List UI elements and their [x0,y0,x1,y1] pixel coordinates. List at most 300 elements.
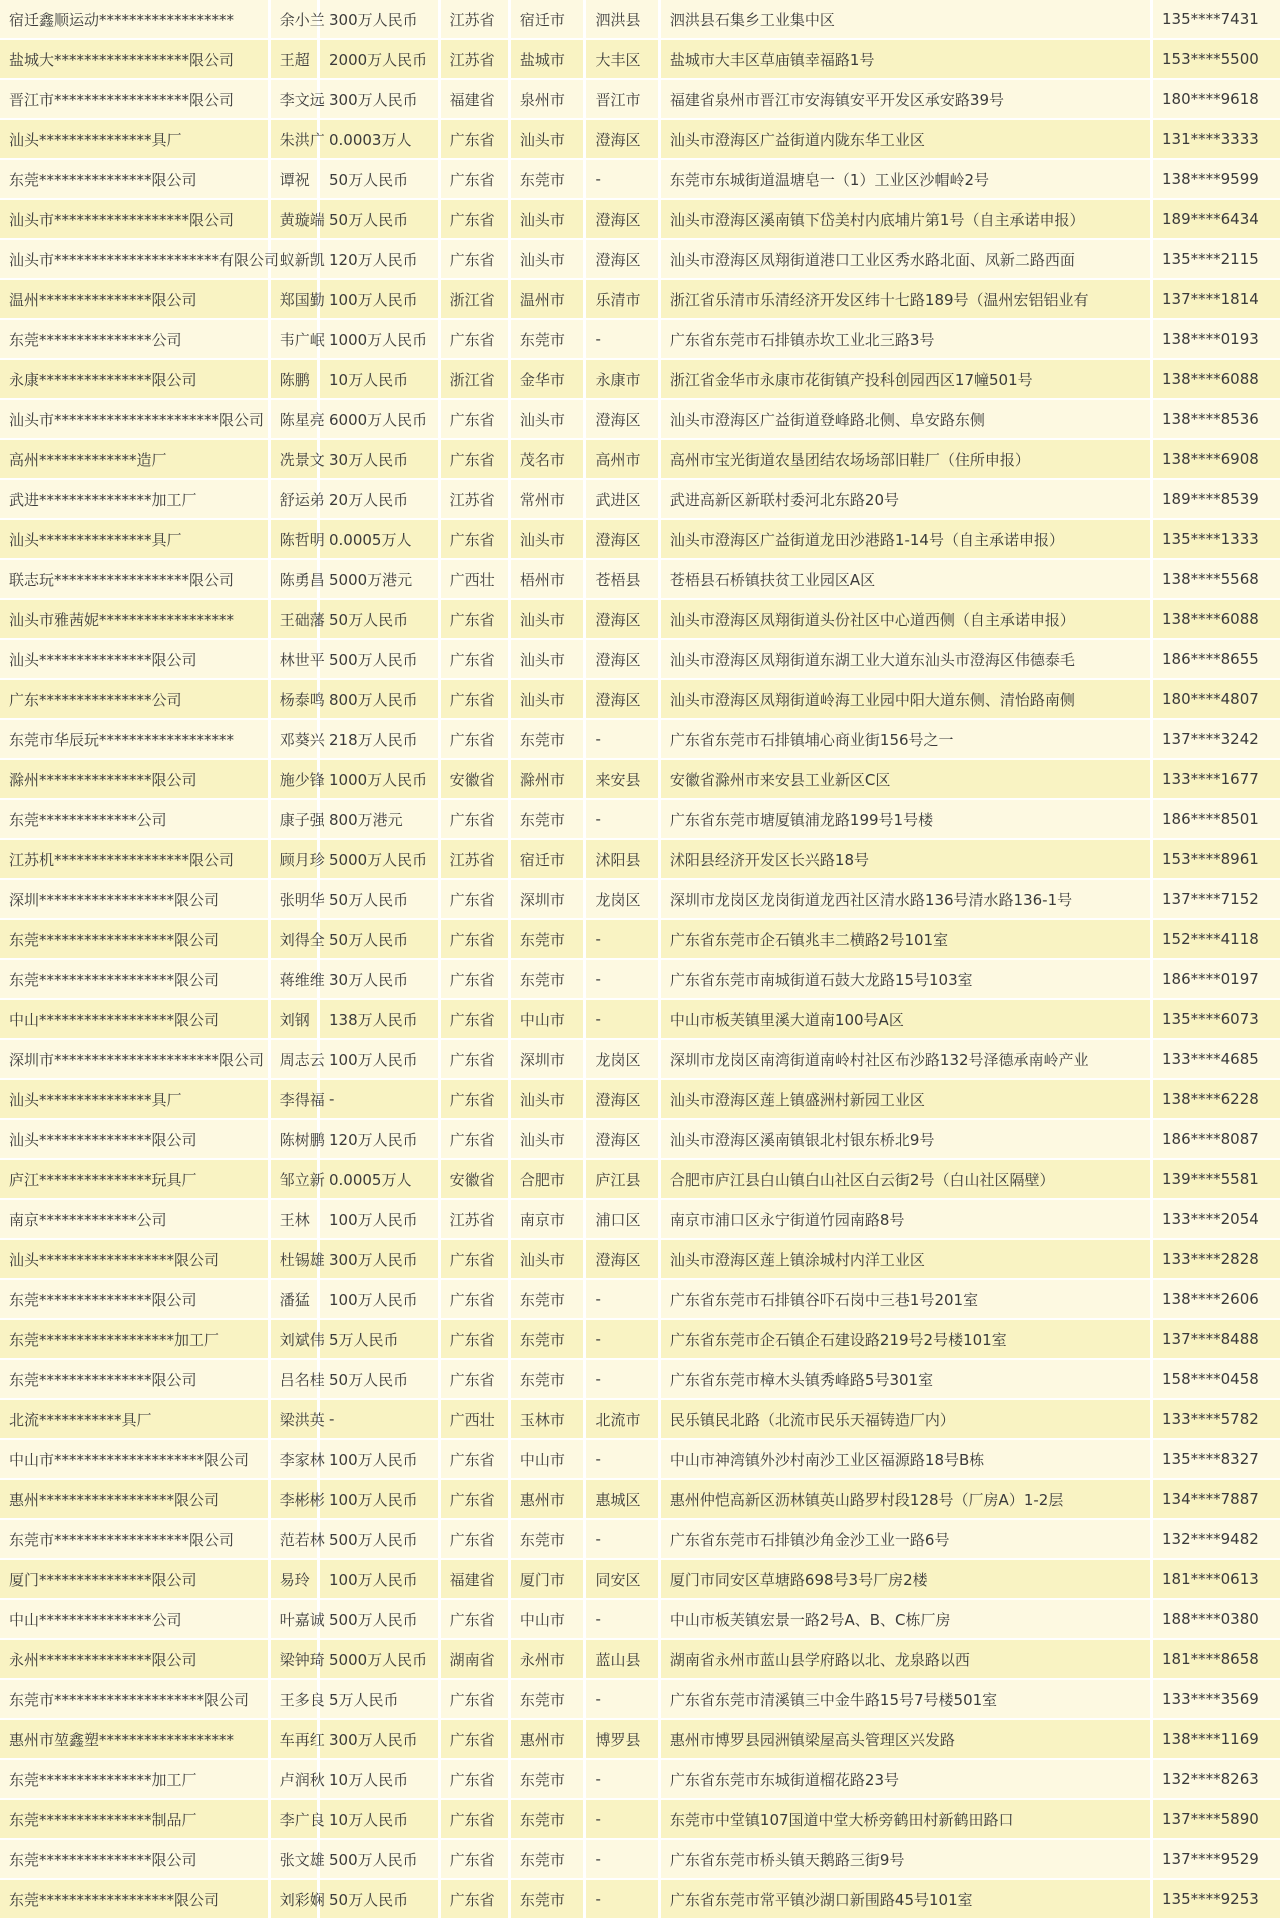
city-cell: 滁州市 [511,760,587,800]
province-cell: 广东省 [441,960,511,1000]
address-cell: 中山市神湾镇外沙村南沙工业区福源路18号B栋 [661,1440,1153,1480]
registered-capital-cell: 10万人民币 [320,1800,441,1840]
city-cell: 汕头市 [511,640,587,680]
company-name-cell: 汕头***************具厂 [0,1080,271,1120]
district-cell: 惠城区 [586,1480,660,1520]
table-row [0,1160,1280,1200]
table-row [0,440,1280,480]
registered-capital-cell: 500万人民币 [320,1840,441,1880]
district-cell: - [586,1600,660,1640]
address-cell: 汕头市澄海区凤翔街道港口工业区秀水路北面、凤新二路西面 [661,240,1153,280]
district-cell: 澄海区 [586,120,660,160]
phone-cell: 137****7152 [1153,880,1280,920]
legal-person-cell: 韦广岷 [271,320,320,360]
company-name-cell: 北流***********具厂 [0,1400,271,1440]
city-cell: 惠州市 [511,1480,587,1520]
province-cell: 广东省 [441,1440,511,1480]
legal-person-cell: 刘彩娴 [271,1880,320,1920]
company-name-cell: 汕头市雅茜妮****************** [0,600,271,640]
address-cell: 广东省东莞市石排镇埔心商业街156号之一 [661,720,1153,760]
province-cell: 广东省 [441,120,511,160]
table-row [0,1760,1280,1800]
phone-cell: 186****8087 [1153,1120,1280,1160]
address-cell: 盐城市大丰区草庙镇幸福路1号 [661,40,1153,80]
legal-person-cell: 范若林 [271,1520,320,1560]
address-cell: 广东省东莞市清溪镇三中金牛路15号7号楼501室 [661,1680,1153,1720]
company-name-cell: 盐城大******************限公司 [0,40,271,80]
company-name-cell: 东莞***************限公司 [0,1840,271,1880]
company-name-cell: 宿迁鑫顺运动****************** [0,0,271,40]
address-cell: 苍梧县石桥镇扶贫工业园区A区 [661,560,1153,600]
address-cell: 惠州仲恺高新区沥林镇英山路罗村段128号（厂房A）1-2层 [661,1480,1153,1520]
table-row [0,160,1280,200]
registered-capital-cell: 2000万人民币 [320,40,441,80]
phone-cell: 181****8658 [1153,1640,1280,1680]
province-cell: 广东省 [441,1480,511,1520]
district-cell: 澄海区 [586,520,660,560]
address-cell: 汕头市澄海区广益街道内陇东华工业区 [661,120,1153,160]
company-name-cell: 汕头市**********************限公司 [0,400,271,440]
registered-capital-cell: 50万人民币 [320,600,441,640]
legal-person-cell: 王多良 [271,1680,320,1720]
table-row [0,1200,1280,1240]
registered-capital-cell: 0.0005万人 [320,1160,441,1200]
phone-cell: 152****4118 [1153,920,1280,960]
address-cell: 汕头市澄海区凤翔街道头份社区中心道西侧（自主承诺申报） [661,600,1153,640]
province-cell: 广东省 [441,1280,511,1320]
company-name-cell: 武进***************加工厂 [0,480,271,520]
city-cell: 汕头市 [511,240,587,280]
legal-person-cell: 卢润秋 [271,1760,320,1800]
company-name-cell: 庐江***************玩具厂 [0,1160,271,1200]
province-cell: 福建省 [441,80,511,120]
district-cell: 澄海区 [586,240,660,280]
legal-person-cell: 舒运弟 [271,480,320,520]
province-cell: 广东省 [441,1040,511,1080]
registered-capital-cell: 1000万人民币 [320,320,441,360]
province-cell: 广东省 [441,400,511,440]
city-cell: 宿迁市 [511,840,587,880]
legal-person-cell: 冼景文 [271,440,320,480]
company-name-cell: 温州***************限公司 [0,280,271,320]
registered-capital-cell: - [320,1400,441,1440]
registered-capital-cell: 5000万人民币 [320,1640,441,1680]
address-cell: 广东省东莞市企石镇企石建设路219号2号楼101室 [661,1320,1153,1360]
address-cell: 厦门市同安区草塘路698号3号厂房2楼 [661,1560,1153,1600]
district-cell: 澄海区 [586,400,660,440]
company-name-cell: 永康***************限公司 [0,360,271,400]
company-name-cell: 汕头***************具厂 [0,120,271,160]
city-cell: 汕头市 [511,1120,587,1160]
district-cell: 苍梧县 [586,560,660,600]
province-cell: 广东省 [441,1840,511,1880]
city-cell: 玉林市 [511,1400,587,1440]
phone-cell: 138****2606 [1153,1280,1280,1320]
address-cell: 汕头市澄海区莲上镇涂城村内洋工业区 [661,1240,1153,1280]
address-cell: 广东省东莞市石排镇赤坎工业北三路3号 [661,320,1153,360]
phone-cell: 132****8263 [1153,1760,1280,1800]
table-row [0,1600,1280,1640]
company-name-cell: 汕头市**********************有限公司 [0,240,271,280]
registered-capital-cell: 30万人民币 [320,440,441,480]
city-cell: 茂名市 [511,440,587,480]
legal-person-cell: 顾月珍 [271,840,320,880]
phone-cell: 138****6088 [1153,360,1280,400]
district-cell: 博罗县 [586,1720,660,1760]
registered-capital-cell: 1000万人民币 [320,760,441,800]
registered-capital-cell: 50万人民币 [320,200,441,240]
address-cell: 深圳市龙岗区南湾街道南岭村社区布沙路132号泽德承南岭产业 [661,1040,1153,1080]
registered-capital-cell: 120万人民币 [320,240,441,280]
province-cell: 广东省 [441,240,511,280]
district-cell: 澄海区 [586,1120,660,1160]
address-cell: 合肥市庐江县白山镇白山社区白云街2号（白山社区隔壁） [661,1160,1153,1200]
district-cell: 龙岗区 [586,880,660,920]
table-row [0,1720,1280,1760]
district-cell: 澄海区 [586,1080,660,1120]
company-name-cell: 东莞******************限公司 [0,1880,271,1920]
registered-capital-cell: 300万人民币 [320,1240,441,1280]
district-cell: - [586,1520,660,1560]
city-cell: 汕头市 [511,680,587,720]
address-cell: 汕头市澄海区莲上镇盛洲村新园工业区 [661,1080,1153,1120]
province-cell: 广东省 [441,1760,511,1800]
city-cell: 东莞市 [511,320,587,360]
registered-capital-cell: 5万人民币 [320,1320,441,1360]
district-cell: 乐清市 [586,280,660,320]
address-cell: 惠州市博罗县园洲镇梁屋高头管理区兴发路 [661,1720,1153,1760]
phone-cell: 131****3333 [1153,120,1280,160]
legal-person-cell: 蒋维维 [271,960,320,1000]
table-row [0,240,1280,280]
legal-person-cell: 林世平 [271,640,320,680]
district-cell: 高州市 [586,440,660,480]
phone-cell: 138****6228 [1153,1080,1280,1120]
company-name-cell: 江苏机******************限公司 [0,840,271,880]
registered-capital-cell: 500万人民币 [320,1600,441,1640]
address-cell: 安徽省滁州市来安县工业新区C区 [661,760,1153,800]
province-cell: 安徽省 [441,760,511,800]
province-cell: 浙江省 [441,360,511,400]
province-cell: 广东省 [441,1320,511,1360]
company-name-cell: 东莞******************限公司 [0,920,271,960]
company-name-cell: 汕头市******************限公司 [0,200,271,240]
company-name-cell: 广东***************公司 [0,680,271,720]
legal-person-cell: 刘得全 [271,920,320,960]
district-cell: - [586,1760,660,1800]
legal-person-cell: 周志云 [271,1040,320,1080]
table-row [0,1080,1280,1120]
registered-capital-cell: 120万人民币 [320,1120,441,1160]
city-cell: 盐城市 [511,40,587,80]
phone-cell: 133****1677 [1153,760,1280,800]
phone-cell: 135****9253 [1153,1880,1280,1920]
province-cell: 广东省 [441,200,511,240]
district-cell: - [586,800,660,840]
district-cell: - [586,1440,660,1480]
province-cell: 江苏省 [441,840,511,880]
district-cell: 沭阳县 [586,840,660,880]
company-name-cell: 永州***************限公司 [0,1640,271,1680]
province-cell: 广东省 [441,600,511,640]
company-name-cell: 中山市********************限公司 [0,1440,271,1480]
company-name-cell: 深圳市**********************限公司 [0,1040,271,1080]
registered-capital-cell: 100万人民币 [320,280,441,320]
phone-cell: 189****8539 [1153,480,1280,520]
address-cell: 广东省东莞市石排镇谷吓石岗中三巷1号201室 [661,1280,1153,1320]
phone-cell: 186****8501 [1153,800,1280,840]
table-row [0,1680,1280,1720]
phone-cell: 134****7887 [1153,1480,1280,1520]
district-cell: - [586,1280,660,1320]
province-cell: 广东省 [441,680,511,720]
province-cell: 广东省 [441,520,511,560]
legal-person-cell: 张明华 [271,880,320,920]
legal-person-cell: 潘猛 [271,1280,320,1320]
district-cell: - [586,1800,660,1840]
province-cell: 广东省 [441,1680,511,1720]
phone-cell: 133****3569 [1153,1680,1280,1720]
phone-cell: 138****6088 [1153,600,1280,640]
district-cell: - [586,320,660,360]
province-cell: 广东省 [441,1720,511,1760]
registered-capital-cell: 300万人民币 [320,0,441,40]
phone-cell: 181****0613 [1153,1560,1280,1600]
province-cell: 广东省 [441,880,511,920]
registered-capital-cell: 50万人民币 [320,880,441,920]
legal-person-cell: 吕名桂 [271,1360,320,1400]
company-name-cell: 东莞*************公司 [0,800,271,840]
phone-cell: 138****9599 [1153,160,1280,200]
company-name-cell: 中山******************限公司 [0,1000,271,1040]
registered-capital-cell: 500万人民币 [320,1520,441,1560]
table-row [0,120,1280,160]
city-cell: 汕头市 [511,200,587,240]
legal-person-cell: 王超 [271,40,320,80]
province-cell: 广东省 [441,1000,511,1040]
province-cell: 江苏省 [441,0,511,40]
phone-cell: 153****5500 [1153,40,1280,80]
table-row [0,800,1280,840]
registered-capital-cell: 50万人民币 [320,920,441,960]
address-cell: 东莞市中堂镇107国道中堂大桥旁鹤田村新鹤田路口 [661,1800,1153,1840]
legal-person-cell: 施少锋 [271,760,320,800]
registered-capital-cell: 0.0005万人 [320,520,441,560]
district-cell: 晋江市 [586,80,660,120]
district-cell: - [586,920,660,960]
registered-capital-cell: 50万人民币 [320,1360,441,1400]
legal-person-cell: 李文远 [271,80,320,120]
city-cell: 宿迁市 [511,0,587,40]
phone-cell: 138****5568 [1153,560,1280,600]
table-row [0,640,1280,680]
legal-person-cell: 易玲 [271,1560,320,1600]
table-row [0,360,1280,400]
table-row [0,1800,1280,1840]
city-cell: 永州市 [511,1640,587,1680]
city-cell: 汕头市 [511,600,587,640]
legal-person-cell: 陈勇昌 [271,560,320,600]
table-row [0,1400,1280,1440]
table-row [0,560,1280,600]
table-row [0,1520,1280,1560]
legal-person-cell: 陈树鹏 [271,1120,320,1160]
table-row [0,1840,1280,1880]
address-cell: 汕头市澄海区溪南镇下岱美村内底埔片第1号（自主承诺申报） [661,200,1153,240]
district-cell: - [586,960,660,1000]
company-name-cell: 东莞市********************限公司 [0,1680,271,1720]
city-cell: 东莞市 [511,1760,587,1800]
city-cell: 东莞市 [511,1320,587,1360]
company-name-cell: 东莞******************限公司 [0,960,271,1000]
city-cell: 泉州市 [511,80,587,120]
table-row [0,40,1280,80]
company-name-cell: 惠州******************限公司 [0,1480,271,1520]
registered-capital-cell: 100万人民币 [320,1040,441,1080]
table-row [0,1440,1280,1480]
district-cell: 龙岗区 [586,1040,660,1080]
table-row [0,280,1280,320]
phone-cell: 158****0458 [1153,1360,1280,1400]
district-cell: - [586,1680,660,1720]
legal-person-cell: 车再红 [271,1720,320,1760]
company-name-cell: 汕头***************具厂 [0,520,271,560]
registered-capital-cell: 800万港元 [320,800,441,840]
legal-person-cell: 梁钟琦 [271,1640,320,1680]
table-row [0,600,1280,640]
registered-capital-cell: 5000万港元 [320,560,441,600]
table-row [0,80,1280,120]
district-cell: 澄海区 [586,600,660,640]
phone-cell: 133****5782 [1153,1400,1280,1440]
province-cell: 广东省 [441,1080,511,1120]
table-row [0,880,1280,920]
phone-cell: 137****3242 [1153,720,1280,760]
district-cell: - [586,1000,660,1040]
registered-capital-cell: 20万人民币 [320,480,441,520]
province-cell: 广东省 [441,1360,511,1400]
table-row [0,1640,1280,1680]
province-cell: 江苏省 [441,40,511,80]
address-cell: 泗洪县石集乡工业集中区 [661,0,1153,40]
company-name-cell: 东莞市******************限公司 [0,1520,271,1560]
phone-cell: 135****6073 [1153,1000,1280,1040]
table-row [0,720,1280,760]
province-cell: 广东省 [441,1880,511,1920]
legal-person-cell: 陈星亮 [271,400,320,440]
phone-cell: 133****2828 [1153,1240,1280,1280]
table-row [0,200,1280,240]
address-cell: 广东省东莞市企石镇兆丰二横路2号101室 [661,920,1153,960]
table-row [0,1360,1280,1400]
district-cell: - [586,1360,660,1400]
table-row [0,1880,1280,1920]
legal-person-cell: 康子强 [271,800,320,840]
address-cell: 广东省东莞市石排镇沙角金沙工业一路6号 [661,1520,1153,1560]
city-cell: 中山市 [511,1440,587,1480]
province-cell: 广东省 [441,440,511,480]
address-cell: 武进高新区新联村委河北东路20号 [661,480,1153,520]
table-row [0,1120,1280,1160]
city-cell: 东莞市 [511,1840,587,1880]
company-name-cell: 厦门***************限公司 [0,1560,271,1600]
registered-capital-cell: 10万人民币 [320,1760,441,1800]
phone-cell: 139****5581 [1153,1160,1280,1200]
address-cell: 汕头市澄海区广益街道登峰路北侧、阜安路东侧 [661,400,1153,440]
phone-cell: 137****5890 [1153,1800,1280,1840]
address-cell: 浙江省乐清市乐清经济开发区纬十七路189号（温州宏铝铝业有 [661,280,1153,320]
address-cell: 广东省东莞市东城街道榴花路23号 [661,1760,1153,1800]
legal-person-cell: 谭祝 [271,160,320,200]
city-cell: 东莞市 [511,1680,587,1720]
registered-capital-cell: 100万人民币 [320,1200,441,1240]
district-cell: 浦口区 [586,1200,660,1240]
address-cell: 广东省东莞市常平镇沙湖口新围路45号101室 [661,1880,1153,1920]
phone-cell: 180****9618 [1153,80,1280,120]
address-cell: 中山市板芙镇宏景一路2号A、B、C栋厂房 [661,1600,1153,1640]
province-cell: 福建省 [441,1560,511,1600]
province-cell: 江苏省 [441,1200,511,1240]
address-cell: 广东省东莞市樟木头镇秀峰路5号301室 [661,1360,1153,1400]
legal-person-cell: 叶嘉诚 [271,1600,320,1640]
city-cell: 东莞市 [511,1800,587,1840]
table-row [0,0,1280,40]
district-cell: 澄海区 [586,680,660,720]
legal-person-cell: 黄璇端 [271,200,320,240]
city-cell: 东莞市 [511,920,587,960]
table-row [0,760,1280,800]
district-cell: 庐江县 [586,1160,660,1200]
legal-person-cell: 刘钢 [271,1000,320,1040]
city-cell: 中山市 [511,1600,587,1640]
phone-cell: 135****7431 [1153,0,1280,40]
city-cell: 惠州市 [511,1720,587,1760]
company-name-cell: 中山***************公司 [0,1600,271,1640]
district-cell: 永康市 [586,360,660,400]
district-cell: 同安区 [586,1560,660,1600]
province-cell: 广东省 [441,800,511,840]
legal-person-cell: 李广良 [271,1800,320,1840]
legal-person-cell: 王础藩 [271,600,320,640]
city-cell: 东莞市 [511,720,587,760]
table-row [0,1320,1280,1360]
district-cell: 来安县 [586,760,660,800]
registered-capital-cell: - [320,1080,441,1120]
phone-cell: 153****8961 [1153,840,1280,880]
table-row [0,1480,1280,1520]
legal-person-cell: 邓葵兴 [271,720,320,760]
registered-capital-cell: 300万人民币 [320,1720,441,1760]
registered-capital-cell: 100万人民币 [320,1440,441,1480]
registered-capital-cell: 10万人民币 [320,360,441,400]
city-cell: 东莞市 [511,1520,587,1560]
phone-cell: 133****2054 [1153,1200,1280,1240]
province-cell: 广东省 [441,1120,511,1160]
district-cell: 大丰区 [586,40,660,80]
city-cell: 东莞市 [511,160,587,200]
province-cell: 广东省 [441,640,511,680]
district-cell: 澄海区 [586,200,660,240]
province-cell: 广东省 [441,160,511,200]
legal-person-cell: 李家林 [271,1440,320,1480]
registered-capital-cell: 138万人民币 [320,1000,441,1040]
table-row [0,1000,1280,1040]
company-name-cell: 东莞市华辰玩****************** [0,720,271,760]
city-cell: 深圳市 [511,880,587,920]
city-cell: 梧州市 [511,560,587,600]
legal-person-cell: 邹立新 [271,1160,320,1200]
registered-capital-cell: 50万人民币 [320,160,441,200]
